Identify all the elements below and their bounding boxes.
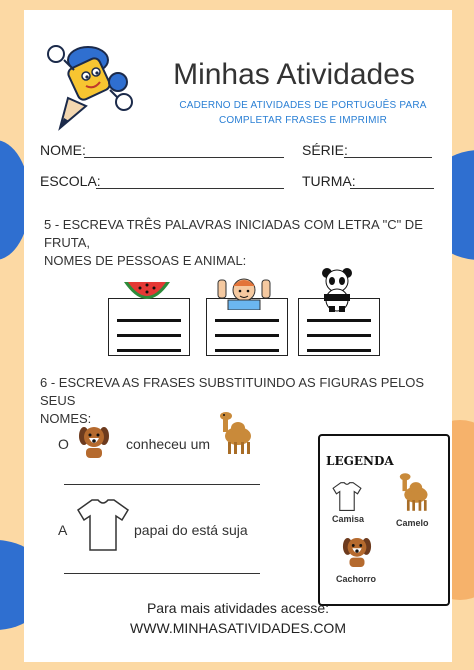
sentence-2-end: papai do está suja bbox=[134, 522, 248, 538]
legend-dog-icon bbox=[342, 534, 372, 570]
question-6-line-2: NOMES: bbox=[40, 411, 92, 426]
footer-url-link[interactable]: WWW.MINHASATIVIDADES.COM bbox=[130, 620, 346, 636]
sentence-1-end: conheceu um bbox=[126, 436, 211, 452]
worksheet-page bbox=[24, 10, 452, 662]
sentence-2-start: A bbox=[58, 522, 68, 538]
answer-line bbox=[215, 334, 279, 337]
legend-box bbox=[318, 434, 450, 606]
turma-label: TURMA: bbox=[302, 173, 356, 189]
question-5-line-2: NOMES DE PESSOAS E ANIMAL: bbox=[44, 253, 247, 268]
serie-label: SÉRIE: bbox=[302, 142, 348, 158]
page-title: Minhas Atividades bbox=[173, 58, 415, 91]
dog-icon bbox=[78, 424, 110, 460]
question-6-line-1: 6 - ESCREVA AS FRASES SUBSTITUINDO AS FIGURAS PELOS SEUS bbox=[40, 375, 425, 408]
watermelon-icon bbox=[122, 276, 172, 310]
legend-camelo-label: Camelo bbox=[396, 518, 429, 528]
answer-line bbox=[307, 334, 371, 337]
legend-shirt-icon bbox=[332, 480, 362, 512]
answer-line-sentence-1[interactable] bbox=[64, 484, 260, 485]
escola-field[interactable] bbox=[96, 188, 284, 189]
question-5-text bbox=[44, 216, 444, 270]
answer-line-sentence-2[interactable] bbox=[64, 573, 260, 574]
camel-icon bbox=[218, 410, 256, 456]
subtitle-line-1: CADERNO DE ATIVIDADES DE PORTUGUÊS PARA bbox=[179, 100, 427, 111]
nome-field[interactable] bbox=[84, 157, 284, 158]
page-subtitle bbox=[174, 98, 432, 128]
legend-camisa-label: Camisa bbox=[332, 514, 365, 524]
subtitle-line-2: COMPLETAR FRASES E IMPRIMIR bbox=[218, 115, 387, 126]
legend-camel-icon bbox=[398, 470, 432, 514]
question-5-line-1: 5 - ESCREVA TRÊS PALAVRAS INICIADAS COM LETRA "C" DE FRUTA, bbox=[44, 217, 423, 250]
answer-line bbox=[215, 319, 279, 322]
serie-field[interactable] bbox=[344, 157, 432, 158]
answer-line bbox=[215, 349, 279, 352]
legend-cachorro-label: Cachorro bbox=[336, 574, 377, 584]
nome-label: NOME: bbox=[40, 142, 86, 158]
escola-label: ESCOLA: bbox=[40, 173, 101, 189]
answer-line bbox=[117, 319, 181, 322]
footer-line-1: Para mais atividades acesse: bbox=[146, 600, 330, 616]
panda-icon bbox=[320, 266, 354, 312]
legend-title: LEGENDA bbox=[326, 454, 394, 468]
answer-line bbox=[307, 349, 371, 352]
sentence-1-start: O bbox=[58, 436, 69, 452]
answer-line bbox=[117, 349, 181, 352]
child-icon bbox=[216, 272, 272, 310]
pencil-mascot-icon bbox=[38, 32, 148, 132]
shirt-icon bbox=[76, 496, 130, 552]
turma-field[interactable] bbox=[350, 188, 434, 189]
answer-line bbox=[307, 319, 371, 322]
answer-line bbox=[117, 334, 181, 337]
